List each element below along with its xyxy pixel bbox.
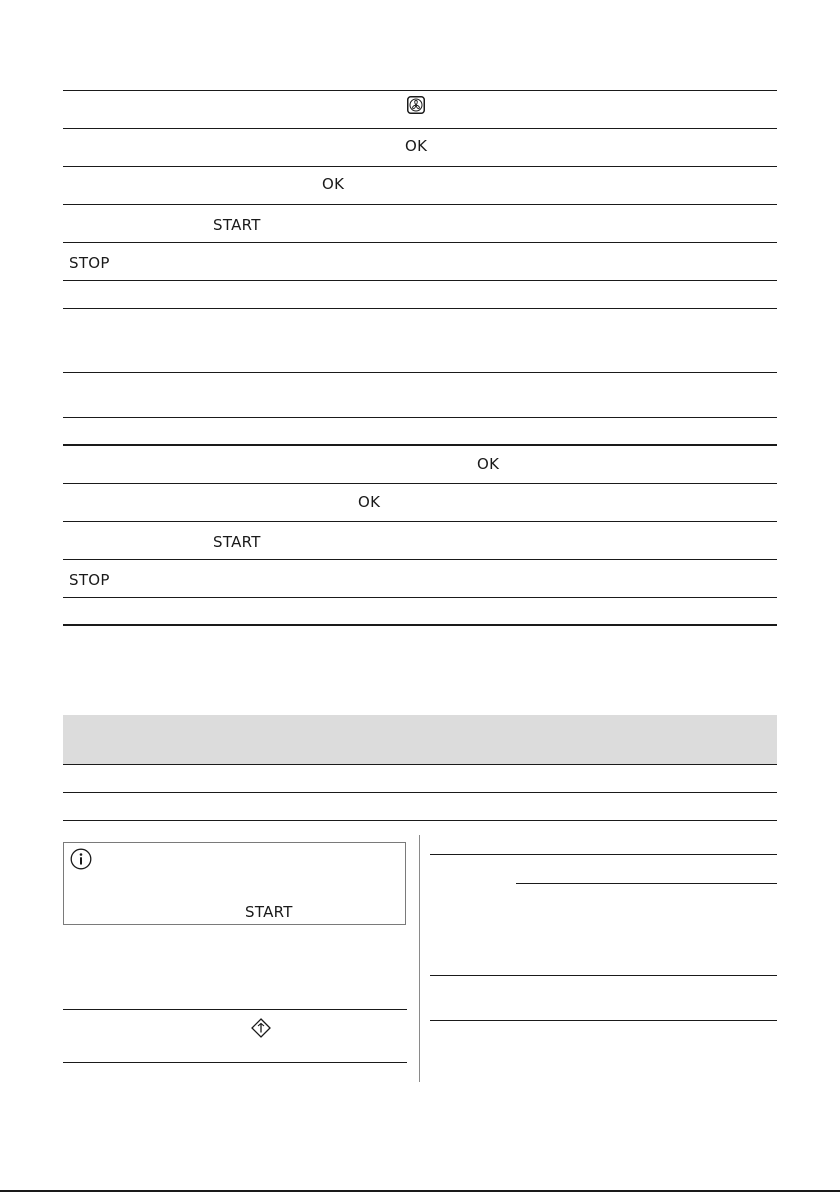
- start-label: START: [245, 903, 293, 921]
- table2-rule-bottom: [63, 624, 777, 626]
- info-icon: [70, 848, 92, 870]
- table3-rule: [63, 820, 777, 821]
- table1-rule: [63, 204, 777, 205]
- ok-label: OK: [477, 455, 500, 473]
- table1-rule: [63, 417, 777, 418]
- table1-rule: [63, 128, 777, 129]
- start-label: START: [213, 533, 261, 551]
- ok-label: OK: [358, 493, 381, 511]
- table1-rule: [63, 308, 777, 309]
- right-table-rule: [430, 975, 777, 976]
- info-note: [63, 842, 406, 925]
- table1-rule: [63, 280, 777, 281]
- left-table-rule: [63, 1009, 407, 1010]
- column-divider: [419, 835, 420, 1082]
- fan-icon: [407, 96, 425, 114]
- start-icon: [251, 1018, 271, 1038]
- table2-rule: [63, 559, 777, 560]
- stop-label: STOP: [69, 254, 110, 272]
- left-table-rule: [63, 1062, 407, 1063]
- right-table-rule: [516, 883, 777, 884]
- ok-label: OK: [405, 137, 428, 155]
- ok-label: OK: [322, 175, 345, 193]
- right-table-rule: [430, 854, 777, 855]
- table2-rule: [63, 483, 777, 484]
- right-table-rule: [430, 1020, 777, 1021]
- table1-rule: [63, 372, 777, 373]
- table3-rule: [63, 764, 777, 765]
- stop-label: STOP: [69, 571, 110, 589]
- table2-rule: [63, 597, 777, 598]
- table3-rule: [63, 792, 777, 793]
- table2-rule-top: [63, 444, 777, 446]
- table1-rule: [63, 166, 777, 167]
- start-label: START: [213, 216, 261, 234]
- table1-rule-top: [63, 90, 777, 91]
- table2-rule: [63, 521, 777, 522]
- table3-header: [63, 715, 777, 764]
- table1-rule: [63, 242, 777, 243]
